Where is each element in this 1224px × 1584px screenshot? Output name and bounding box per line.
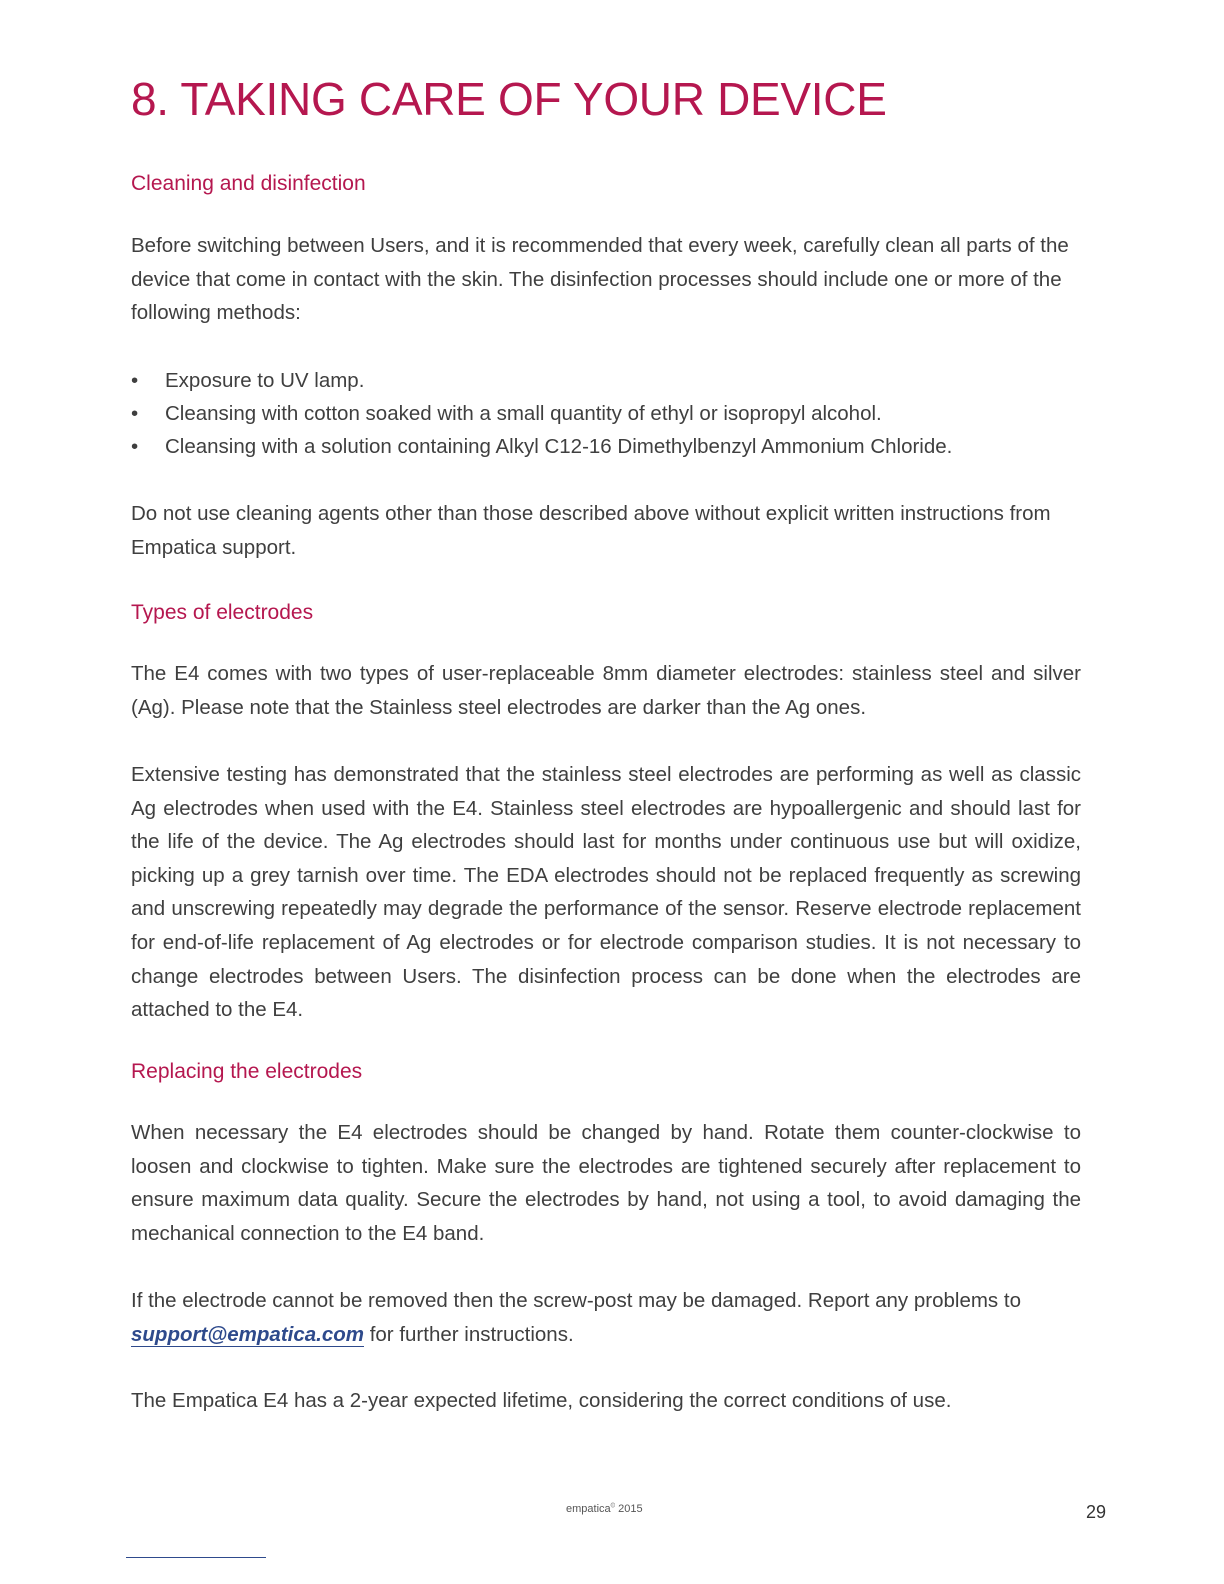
list-item: • Cleansing with a solution containing Alkyl C12-16 Dimethylbenzyl Ammonium Chloride. [131,430,1081,463]
cleaning-warning: Do not use cleaning agents other than those described above without explicit written instructions from Empatica support. [131,502,1051,559]
replacing-support-para: If the electrode cannot be removed then the screw-post may be damaged. Report any problems to support@empatica.com for further instructions. [131,1289,1021,1346]
bullet-icon: • [131,369,139,392]
page-title: 8. TAKING CARE OF YOUR DEVICE [131,73,887,125]
bullet-icon: • [131,435,139,459]
list-item: • Exposure to UV lamp. [131,364,1081,397]
cleaning-intro: Before switching between Users, and it is recommended that every week, carefully clean all parts of the device that come in contact with the skin. The disinfection processes should include one or more of the following methods: [131,234,1069,325]
heading-replacing: Replacing the electrodes [131,1060,363,1083]
footer-copyright: empatica© 2015 [566,1503,643,1515]
cleaning-methods-list [131,364,1081,464]
electrode-types-para: The E4 comes with two types of user-replaceable 8mm diameter electrodes: stainless steel and silver (Ag). Please note that the Stainless steel electrodes are darker than the Ag ones. [131,662,1081,719]
replacing-instructions: When necessary the E4 electrodes should be changed by hand. Rotate them counter-clockwise to loosen and clockwise to tighten. Make sure the electrodes are tightened securely after replacement to ensure maximum data quality. Secure the electrodes by hand, not using a tool, to avoid damaging the mechanical connection to the E4 band. [131,1121,1081,1245]
support-email-link[interactable]: support@empatica.com [131,1322,365,1346]
heading-electrode-types: Types of electrodes [131,601,314,624]
bullet-icon: • [131,402,139,426]
electrode-testing-para: Extensive testing has demonstrated that the stainless steel electrodes are performing as well as classic Ag electrodes when used with the E4. Stainless steel electrodes are hypoallergenic and should last for the life of the device. The Ag electrodes should last for months under continuous use but will oxidize, picking up a grey tarnish over time. The EDA electrodes should not be replaced frequently as screwing and unscrewing repeatedly may degrade the performance of the sensor. Reserve electrode replacement for end-of-life replacement of Ag electrodes or for electrode comparison studies. It is not necessary to change electrodes between Users. The disinfection process can be done when the electrodes are attached to the E4. [131,763,1081,1022]
page-number: 29 [1086,1502,1107,1522]
heading-cleaning: Cleaning and disinfection [131,172,366,195]
footnote-divider [126,1557,266,1558]
lifetime-note: The Empatica E4 has a 2-year expected lifetime, considering the correct conditions of use. [131,1389,952,1412]
list-item: • Cleansing with cotton soaked with a small quantity of ethyl or isopropyl alcohol. [131,397,1081,430]
